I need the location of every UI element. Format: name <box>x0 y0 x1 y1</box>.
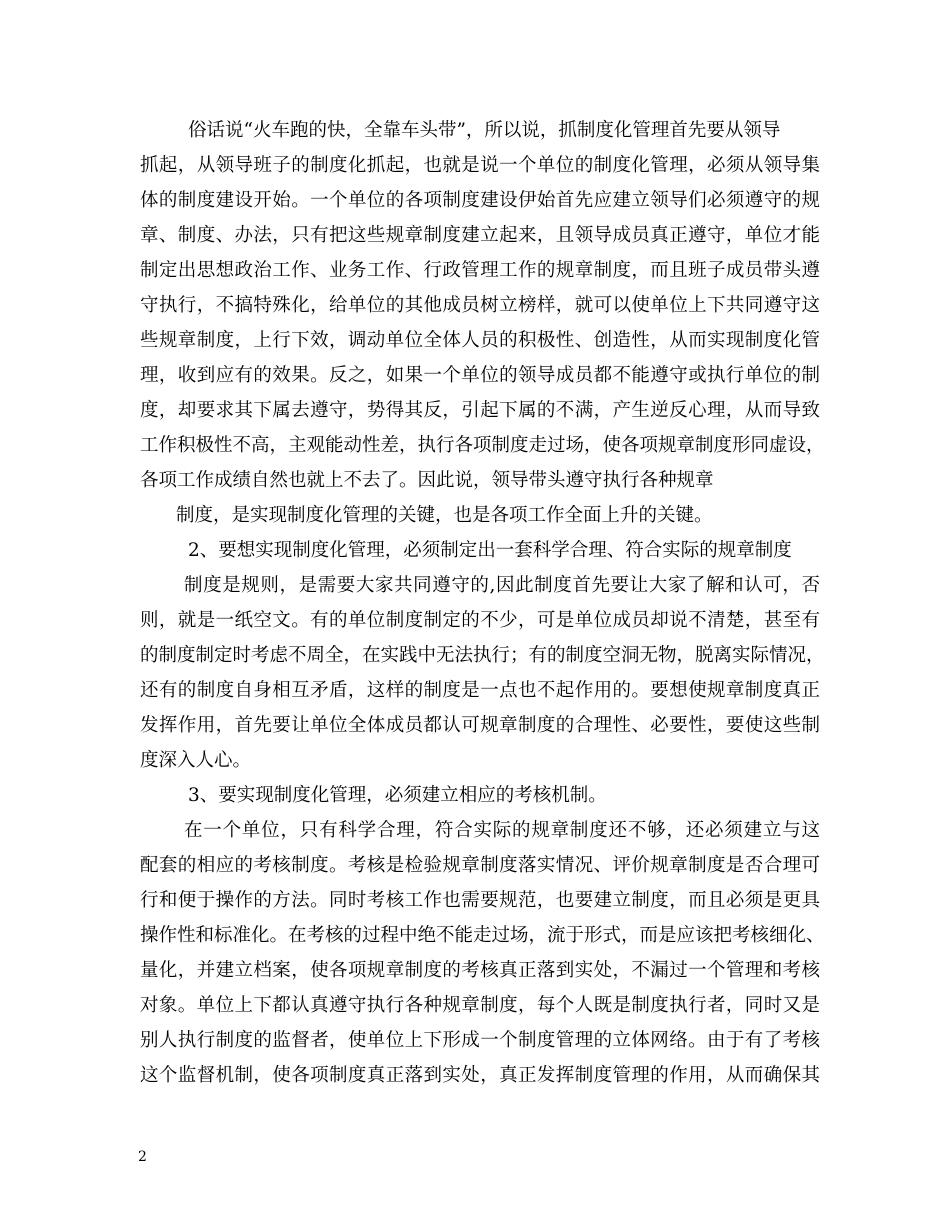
text-line: 守执行，不搞特殊化，给单位的其他成员树立榜样，就可以使单位上下共同遵守这 <box>140 295 820 316</box>
page-number: 2 <box>138 1149 147 1165</box>
text-line: 工作积极性不高，主观能动性差，执行各项制度走过场，使各项规章制度形同虚设， <box>140 435 825 456</box>
section-heading: 2、要想实现制度化管理，必须制定出一套科学合理、符合实际的规章制度 <box>188 540 792 561</box>
text-line: 配套的相应的考核制度。考核是检验规章制度落实情况、评价规章制度是否合理可 <box>140 855 820 876</box>
text-line: 在一个单位，只有科学合理，符合实际的规章制度还不够，还必须建立与这 <box>184 820 820 841</box>
text-line: 别人执行制度的监督者，使单位上下形成一个制度管理的立体网络。由于有了考核 <box>140 1030 820 1051</box>
text-line: 度深入人心。 <box>140 750 252 771</box>
text-line: 度，却要求其下属去遵守，势得其反，引起下属的不满，产生逆反心理，从而导致 <box>140 400 820 421</box>
text-line: 的制度制定时考虑不周全，在实践中无法执行；有的制度空洞无物，脱离实际情况， <box>140 645 825 666</box>
text-line: 这个监督机制，使各项制度真正落到实处，真正发挥制度管理的作用，从而确保其 <box>140 1065 820 1086</box>
text-line: 制度，是实现制度化管理的关键，也是各项工作全面上升的关键。 <box>176 505 713 526</box>
text-line: 抓起，从领导班子的制度化抓起，也就是说一个单位的制度化管理，必须从领导集 <box>140 155 820 176</box>
text-line: 体的制度建设开始。一个单位的各项制度建设伊始首先应建立领导们必须遵守的规 <box>140 190 820 211</box>
text-line: 还有的制度自身相互矛盾，这样的制度是一点也不起作用的。要想使规章制度真正 <box>140 680 820 701</box>
text-line: 操作性和标准化。在考核的过程中绝不能走过场，流于形式，而是应该把考核细化、 <box>140 925 825 946</box>
text-line: 量化，并建立档案，使各项规章制度的考核真正落到实处，不漏过一个管理和考核 <box>140 960 820 981</box>
text-line: 发挥作用，首先要让单位全体成员都认可规章制度的合理性、必要性，要使这些制 <box>140 715 820 736</box>
section-heading: 3、要实现制度化管理，必须建立相应的考核机制。 <box>188 785 607 806</box>
text-line: 制度是规则，是需要大家共同遵守的,因此制度首先要让大家了解和认可，否 <box>184 575 820 596</box>
text-line: 对象。单位上下都认真遵守执行各种规章制度，每个人既是制度执行者，同时又是 <box>140 995 820 1016</box>
text-line: 各项工作成绩自然也就上不去了。因此说，领导带头遵守执行各种规章 <box>140 470 714 491</box>
text-line: 些规章制度，上行下效，调动单位全体人员的积极性、创造性，从而实现制度化管 <box>140 330 820 351</box>
text-line: 则，就是一纸空文。有的单位制度制定的不少，可是单位成员却说不清楚，甚至有 <box>140 610 820 631</box>
text-line: 制定出思想政治工作、业务工作、行政管理工作的规章制度，而且班子成员带头遵 <box>140 260 820 281</box>
text-line: 理，收到应有的效果。反之，如果一个单位的领导成员都不能遵守或执行单位的制 <box>140 365 820 386</box>
text-line: 章、制度、办法，只有把这些规章制度建立起来，且领导成员真正遵守，单位才能 <box>140 225 820 246</box>
text-line: 俗话说“火车跑的快，全靠车头带”，所以说，抓制度化管理首先要从领导 <box>188 120 781 141</box>
text-line: 行和便于操作的方法。同时考核工作也需要规范，也要建立制度，而且必须是更具 <box>140 890 820 911</box>
